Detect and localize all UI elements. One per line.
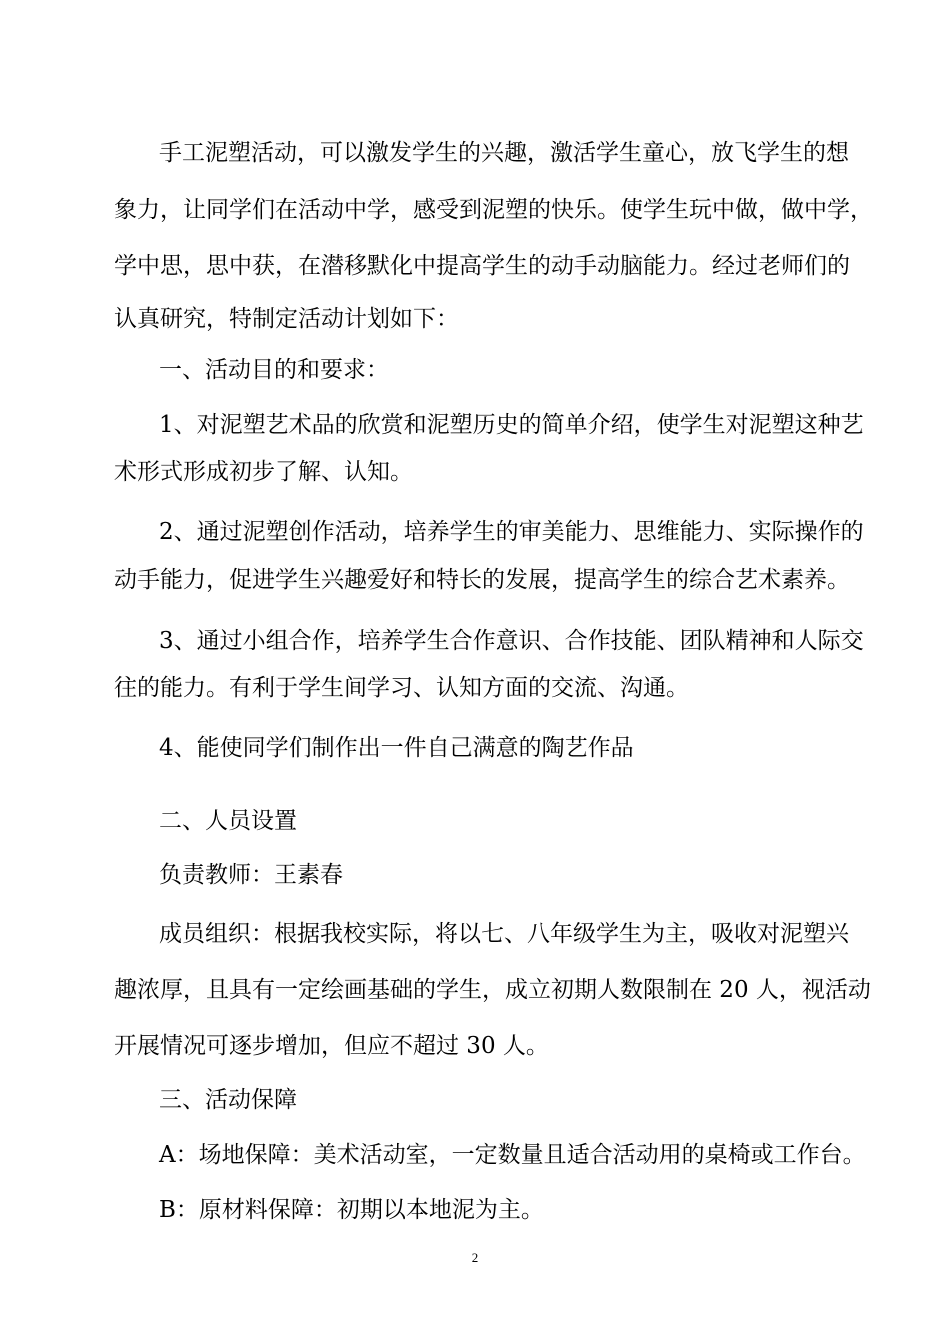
paragraph-line: 成员组织：根据我校实际，将以七、八年级学生为主，吸收对泥塑兴 bbox=[159, 921, 849, 947]
paragraph-line: 术形式形成初步了解、认知。 bbox=[114, 459, 413, 485]
paragraph-line: 认真研究，特制定活动计划如下： bbox=[114, 306, 459, 332]
section-heading: 一、活动目的和要求： bbox=[159, 357, 389, 383]
section-heading: 三、活动保障 bbox=[159, 1087, 297, 1113]
paragraph-line: 4、能使同学们制作出一件自己满意的陶艺作品 bbox=[159, 735, 634, 761]
paragraph-line: 学中思，思中获，在潜移默化中提高学生的动手动脑能力。经过老师们的 bbox=[114, 253, 850, 279]
paragraph-line: 开展情况可逐步增加，但应不超过 30 人。 bbox=[114, 1033, 549, 1059]
paragraph-line: 负责教师：王素春 bbox=[159, 862, 343, 888]
paragraph-line: 象力，让同学们在活动中学，感受到泥塑的快乐。使学生玩中做，做中学， bbox=[114, 197, 873, 223]
paragraph-line: 1、对泥塑艺术品的欣赏和泥塑历史的简单介绍，使学生对泥塑这种艺 bbox=[159, 412, 864, 438]
paragraph-line: B：原材料保障：初期以本地泥为主。 bbox=[159, 1197, 544, 1223]
paragraph-line: A：场地保障：美术活动室，一定数量且适合活动用的桌椅或工作台。 bbox=[159, 1142, 866, 1168]
paragraph-line: 2、通过泥塑创作活动，培养学生的审美能力、思维能力、实际操作的 bbox=[159, 519, 864, 545]
paragraph-line: 手工泥塑活动，可以激发学生的兴趣，激活学生童心，放飞学生的想 bbox=[159, 140, 849, 166]
paragraph-line: 趣浓厚，且具有一定绘画基础的学生，成立初期人数限制在 20 人，视活动 bbox=[114, 977, 871, 1003]
paragraph-line: 动手能力，促进学生兴趣爱好和特长的发展，提高学生的综合艺术素养。 bbox=[114, 567, 850, 593]
paragraph-line: 3、通过小组合作，培养学生合作意识、合作技能、团队精神和人际交 bbox=[159, 628, 864, 654]
section-heading: 二、人员设置 bbox=[159, 808, 297, 834]
page-number: 2 bbox=[471, 1250, 479, 1265]
paragraph-line: 往的能力。有利于学生间学习、认知方面的交流、沟通。 bbox=[114, 675, 689, 701]
